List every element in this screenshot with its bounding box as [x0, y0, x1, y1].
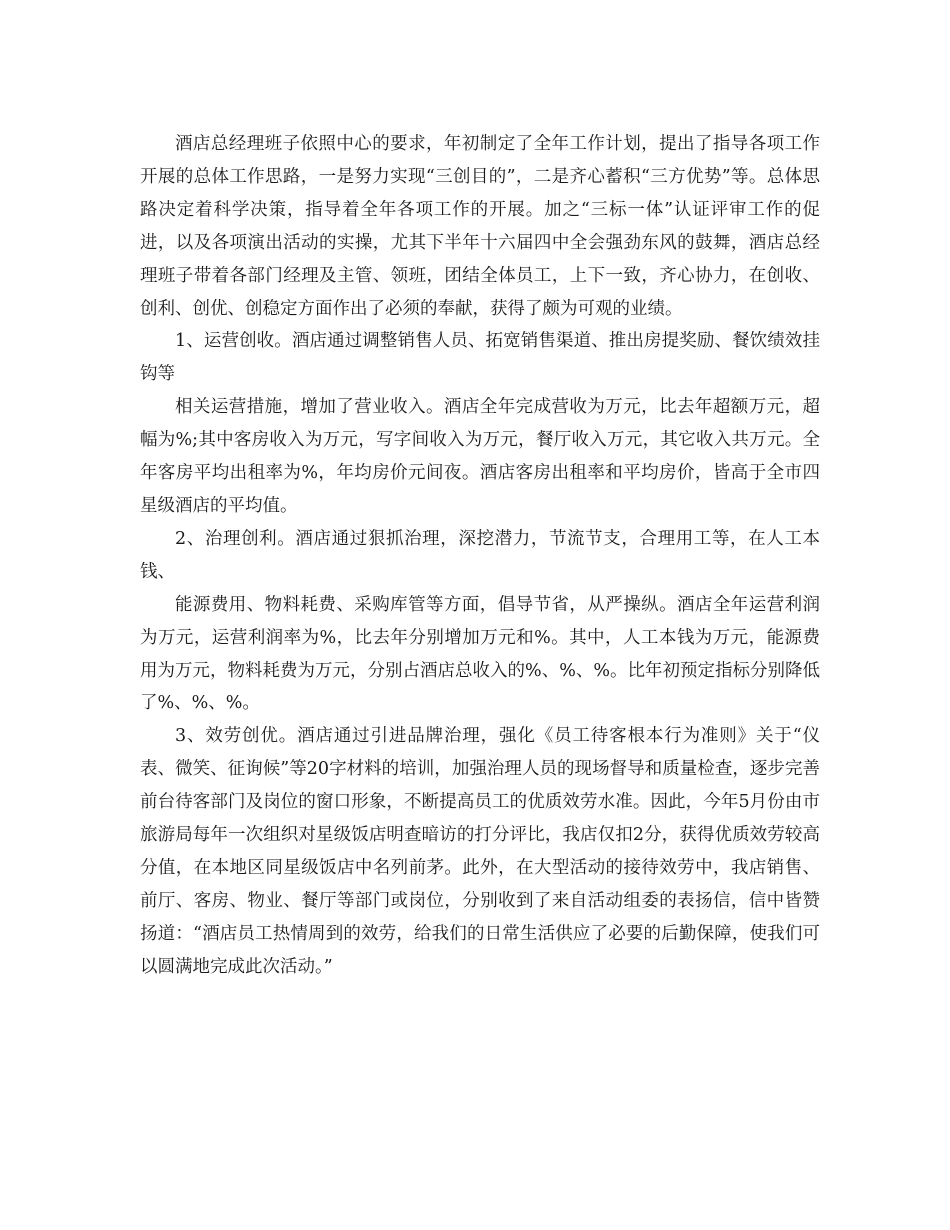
paragraph-profit-heading: 2、治理创利。酒店通过狠抓治理，深挖潜力，节流节支，合理用工等，在人工本钱、	[140, 528, 820, 582]
paragraph-service: 3、效劳创优。酒店通过引进品牌治理，强化《员工待客根本行为准则》关于“仪表、微笑、征询候”等20字材料的培训，加强治理人员的现场督导和质量检查，逐步完善前台待客部门及岗位的窗口形象，不断提高员工的优质效劳水准。因此，今年5月份由市旅游局每年一次组织对星级饭店明查暗访的打分评比，我店仅扣2分，获得优质效劳较高分值，在本地区同星级饭店中名列前茅。此外，在大型活动的接待效劳中，我店销售、前厅、客房、物业、餐厅等部门或岗位，分别收到了来自活动组委的表扬信，信中皆赞扬道：“酒店员工热情周到的效劳，给我们的日常生活供应了必要的后勤保障，使我们可以圆满地完成此次活动。”	[140, 726, 820, 977]
document-body	[140, 128, 820, 984]
paragraph-revenue-heading: 1、运营创收。酒店通过调整销售人员、拓宽销售渠道、推出房提奖励、餐饮绩效挂钩等	[140, 331, 820, 385]
paragraph-intro: 酒店总经理班子依照中心的要求，年初制定了全年工作计划，提出了指导各项工作开展的总体工作思路，一是努力实现“三创目的”，二是齐心蓄积“三方优势”等。总体思路决定着科学决策，指导着全年各项工作的开展。加之“三标一体”认证评审工作的促进，以及各项演出活动的实操，尤其下半年十六届四中全会强劲东风的鼓舞，酒店总经理班子带着各部门经理及主管、领班，团结全体员工，上下一致，齐心协力，在创收、创利、创优、创稳定方面作出了必须的奉献，获得了颇为可观的业绩。	[140, 134, 820, 319]
paragraph-revenue-detail: 相关运营措施，增加了营业收入。酒店全年完成营收为万元，比去年超额万元，超幅为%;其中客房收入为万元，写字间收入为万元，餐厅收入万元，其它收入共万元。全年客房平均出租率为%，年均房价元间夜。酒店客房出租率和平均房价，皆高于全市四星级酒店的平均值。	[140, 397, 820, 516]
paragraph-profit-detail: 能源费用、物料耗费、采购库管等方面，倡导节省，从严操纵。酒店全年运营利润为万元，运营利润率为%，比去年分别增加万元和%。其中，人工本钱为万元，能源费用为万元，物料耗费为万元，分别占酒店总收入的%、%、%。比年初预定指标分别降低了%、%、%。	[140, 594, 820, 714]
